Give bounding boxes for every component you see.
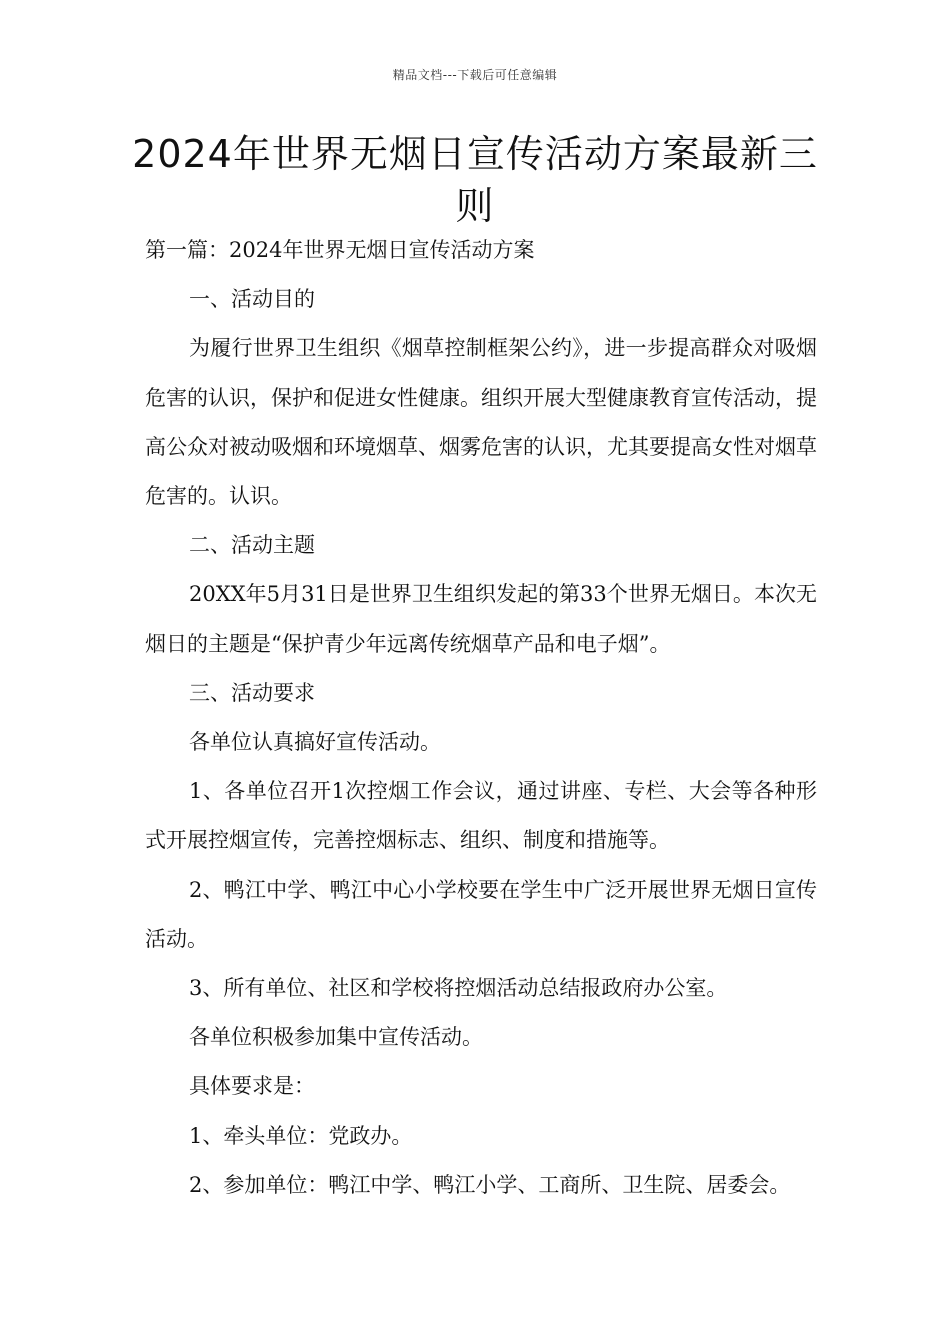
- header-note: 精品文档---下载后可任意编辑: [392, 68, 558, 82]
- section-subtitle: 第一篇：2024年世界无烟日宣传活动方案: [145, 238, 535, 262]
- section-heading: 二、活动主题: [189, 533, 315, 558]
- paragraph: 具体要求是：: [189, 1074, 315, 1099]
- list-item: 2、参加单位：鸭江中学、鸭江小学、工商所、卫生院、居委会。: [189, 1172, 791, 1197]
- section-heading: 三、活动要求: [189, 680, 315, 705]
- paragraph: 各单位积极参加集中宣传活动。: [189, 1025, 483, 1050]
- list-item: 2、鸭江中学、鸭江中心小学校要在学生中广泛开展世界无烟日宣传活动。: [145, 877, 817, 951]
- document-title: 2024年世界无烟日宣传活动方案最新三则: [132, 132, 818, 228]
- list-item: 1、各单位召开1次控烟工作会议，通过讲座、专栏、大会等各种形式开展控烟宣传，完善控烟标志、组织、制度和措施等。: [145, 779, 817, 853]
- list-item: 1、牵头单位：党政办。: [189, 1123, 413, 1148]
- paragraph: 20XX年5月31日是世界卫生组织发起的第33个世界无烟日。本次无烟日的主题是“保护青少年远离传统烟草产品和电子烟”。: [145, 582, 817, 656]
- section-heading: 一、活动目的: [189, 287, 315, 312]
- paragraph: 为履行世界卫生组织《烟草控制框架公约》，进一步提高群众对吸烟危害的认识，保护和促进女性健康。组织开展大型健康教育宣传活动，提高公众对被动吸烟和环境烟草、烟雾危害的认识，尤其要提高女性对烟草危害的。认识。: [145, 336, 817, 509]
- list-item: 3、所有单位、社区和学校将控烟活动总结报政府办公室。: [189, 976, 728, 1001]
- document-body: [145, 226, 817, 1210]
- paragraph: 各单位认真搞好宣传活动。: [189, 730, 441, 755]
